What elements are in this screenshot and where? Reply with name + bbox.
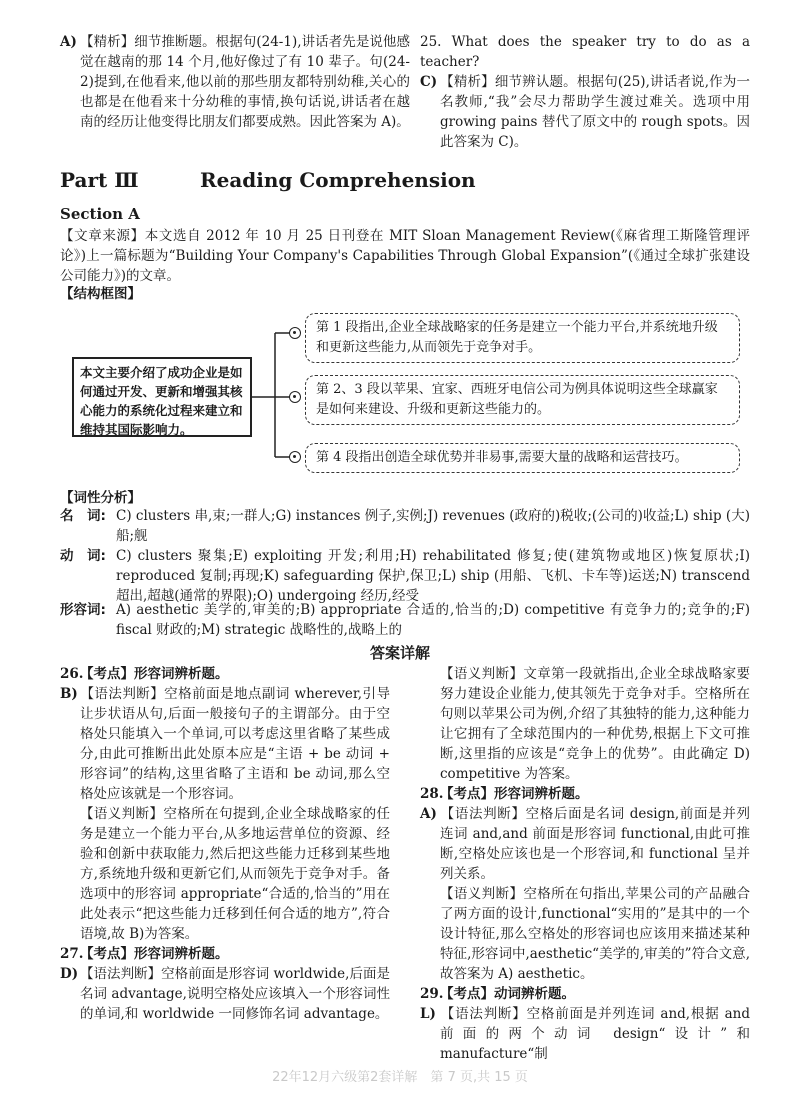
branch-box-para1: 第 1 段指出,企业全球战略家的任务是建立一个能力平台,并系统地升级和更新这些能力,从而领先于竞争对手。 — [305, 313, 740, 363]
q28-grammar — [420, 804, 750, 884]
answer-label: L) — [420, 1006, 436, 1022]
bullet-dot-icon — [289, 451, 301, 463]
q27-grammar — [60, 964, 390, 1024]
part-heading — [60, 170, 476, 190]
part-number: Part Ⅲ — [60, 168, 139, 192]
bullet-dot-icon — [289, 391, 301, 403]
q26-block — [60, 664, 390, 684]
q29-block — [420, 984, 750, 1004]
answer-25-explanation — [420, 32, 750, 152]
grammar-judgment: 【语法判断】空格前面是地点副词 wherever,引导让步状语从句,后面一般接句子的主谓部分。由于空格处只能填入一个单词,可以考虑这里省略了某些成分,由此可推断出此处原本应是“主语 + be 动词 + 形容词”的结构,这里省略了主语和 be 动词,那么空格处应该就是一个形容词。 — [80, 686, 390, 802]
q26-meaning: 【语义判断】空格所在句提到,企业全球战略家的任务是建立一个能力平台,从多地运营单位的资源、经验和创新中获取能力,然后把这些能力迁移到某些地方,系统地升级和更新它们,从而领先于竞争对手。备选项中的形容词 appropriate“合适的,恰当的”用在此处表示“把这些能力迁移到任何合适的地方”,符合语境,故 B)为答案。 — [80, 806, 390, 942]
explanation-text: 【精析】细节辨认题。根据句(25),讲话者说,作为一名教师,“我”会尽力帮助学生渡过难关。选项中用 growing pains 替代了原文中的 rough spots。因此答案为 C)。 — [440, 74, 750, 150]
test-point: 【考点】形容词辨析题。 — [80, 946, 229, 962]
q27-meaning: 【语义判断】文章第一段就指出,企业全球战略家要努力建设企业能力,使其领先于竞争对手。空格所在句则以苹果公司为例,介绍了其独特的能力,这种能力让它拥有了全球范围内的一种优势,根据上下文可推断,这里指的应该是“竞争上的优势”。由此确定 D) competitive 为答案。 — [440, 666, 750, 782]
pos-verb-label: 动 词: — [60, 548, 106, 564]
pos-nouns — [60, 506, 750, 546]
grammar-judgment: 【语法判断】空格后面是名词 design,前面是并列连词 and,and 前面是形容词 functional,由此可推断,空格处应该也是一个形容词,和 functional 呈并列关系。 — [440, 806, 750, 882]
answer-24-explanation — [60, 32, 410, 132]
page-footer: 22年12月六级第2套详解 第 7 页,共 15 页 — [272, 1070, 528, 1085]
test-point: 【考点】形容词辨析题。 — [440, 786, 589, 802]
section-heading: Section A — [60, 205, 140, 223]
pos-adj-text: A) aesthetic 美学的,审美的;B) appropriate 合适的,恰当的;D) competitive 有竞争力的;竞争的;F) fiscal 财政的;M) strategic 战略性的,战略上的 — [116, 602, 750, 638]
answers-left-column — [60, 664, 390, 1024]
answer-label: C) — [420, 74, 438, 90]
grammar-judgment: 【语法判断】空格前面是并列连词 and,根据 and 前面的两个动词 design“设计”和 manufacture“制 — [440, 1006, 750, 1062]
answer-label: A) — [60, 34, 77, 50]
pos-adj-label: 形容词: — [60, 602, 106, 618]
main-idea-box: 本文主要介绍了成功企业是如何通过开发、更新和增强其核心能力的系统化过程来建立和维持其国际影响力。 — [72, 357, 252, 437]
pos-adjectives — [60, 600, 750, 640]
answer-section-title: 答案详解 — [369, 644, 430, 662]
branch-box-para4: 第 4 段指出创造全球优势并非易事,需要大量的战略和运营技巧。 — [305, 443, 740, 473]
pos-noun-label: 名 词: — [60, 508, 106, 524]
pos-verbs — [60, 546, 750, 606]
grammar-judgment: 【语法判断】空格前面是形容词 worldwide,后面是名词 advantage,说明空格处应该填入一个形容词性的单词,和 worldwide 一同修饰名词 advantage。 — [80, 966, 390, 1022]
test-point: 【考点】动词辨析题。 — [440, 986, 575, 1002]
question-number: 27. — [60, 946, 84, 962]
part-title: Reading Comprehension — [200, 168, 476, 192]
question-25: 25. What does the speaker try to do as a teacher? — [420, 34, 750, 70]
pos-verb-text: C) clusters 聚集;E) exploiting 开发;利用;H) rehabilitated 修复;使(建筑物或地区)恢复原状;I) reproduced 复制;再现;K) safeguarding 保护,保卫;L) ship (用船、飞机、卡车等)运送;N) transcend 超出,超越(通常的界限);O) undergoing 经历,经受 — [116, 548, 750, 604]
question-number: 29. — [420, 986, 444, 1002]
q28-block — [420, 784, 750, 804]
answer-label: B) — [60, 686, 78, 702]
question-number: 26. — [60, 666, 84, 682]
pos-noun-text: C) clusters 串,束;一群人;G) instances 例子,实例;J) revenues (政府的)税收;(公司的)收益;L) ship (大)船;舰 — [116, 508, 750, 544]
structure-heading: 【结构框图】 — [60, 286, 141, 302]
q27-block — [60, 944, 390, 964]
q28-meaning: 【语义判断】空格所在句指出,苹果公司的产品融合了两方面的设计,functional“实用的”是其中的一个设计特征,那么空格处的形容词也应该用来描述某种特征,形容词中,aesthetic“美学的,审美的”符合文意,故答案为 A) aesthetic。 — [440, 886, 750, 982]
structure-diagram — [60, 305, 750, 480]
answer-label: A) — [420, 806, 437, 822]
branch-box-para2-3: 第 2、3 段以苹果、宜家、西班牙电信公司为例具体说明这些全球赢家是如何来建设、升级和更新这些能力的。 — [305, 375, 740, 425]
answers-right-column — [420, 664, 750, 1064]
bullet-dot-icon — [289, 327, 301, 339]
article-source: 【文章来源】本文选自 2012 年 10 月 25 日刊登在 MIT Sloan Management Review(《麻省理工斯隆管理评论》)上一篇标题为“Building Your Company's Capabilities Through Global Expansion”(《通过全球扩张建设公司能力》)的文章。 — [60, 228, 750, 284]
test-point: 【考点】形容词辨析题。 — [80, 666, 229, 682]
q29-grammar — [420, 1004, 750, 1064]
q26-grammar — [60, 684, 390, 804]
pos-heading: 【词性分析】 — [60, 490, 141, 506]
explanation-text: 【精析】细节推断题。根据句(24-1),讲话者先是说他感觉在越南的那 14 个月,他好像过了有 10 辈子。句(24-2)提到,在他看来,他以前的那些朋友都特别幼稚,关心的也都是在他看来十分幼稚的事情,换句话说,讲话者在越南的经历让他变得比朋友们都要成熟。因此答案为 A)。 — [80, 34, 410, 130]
answer-label: D) — [60, 966, 79, 982]
question-number: 28. — [420, 786, 444, 802]
